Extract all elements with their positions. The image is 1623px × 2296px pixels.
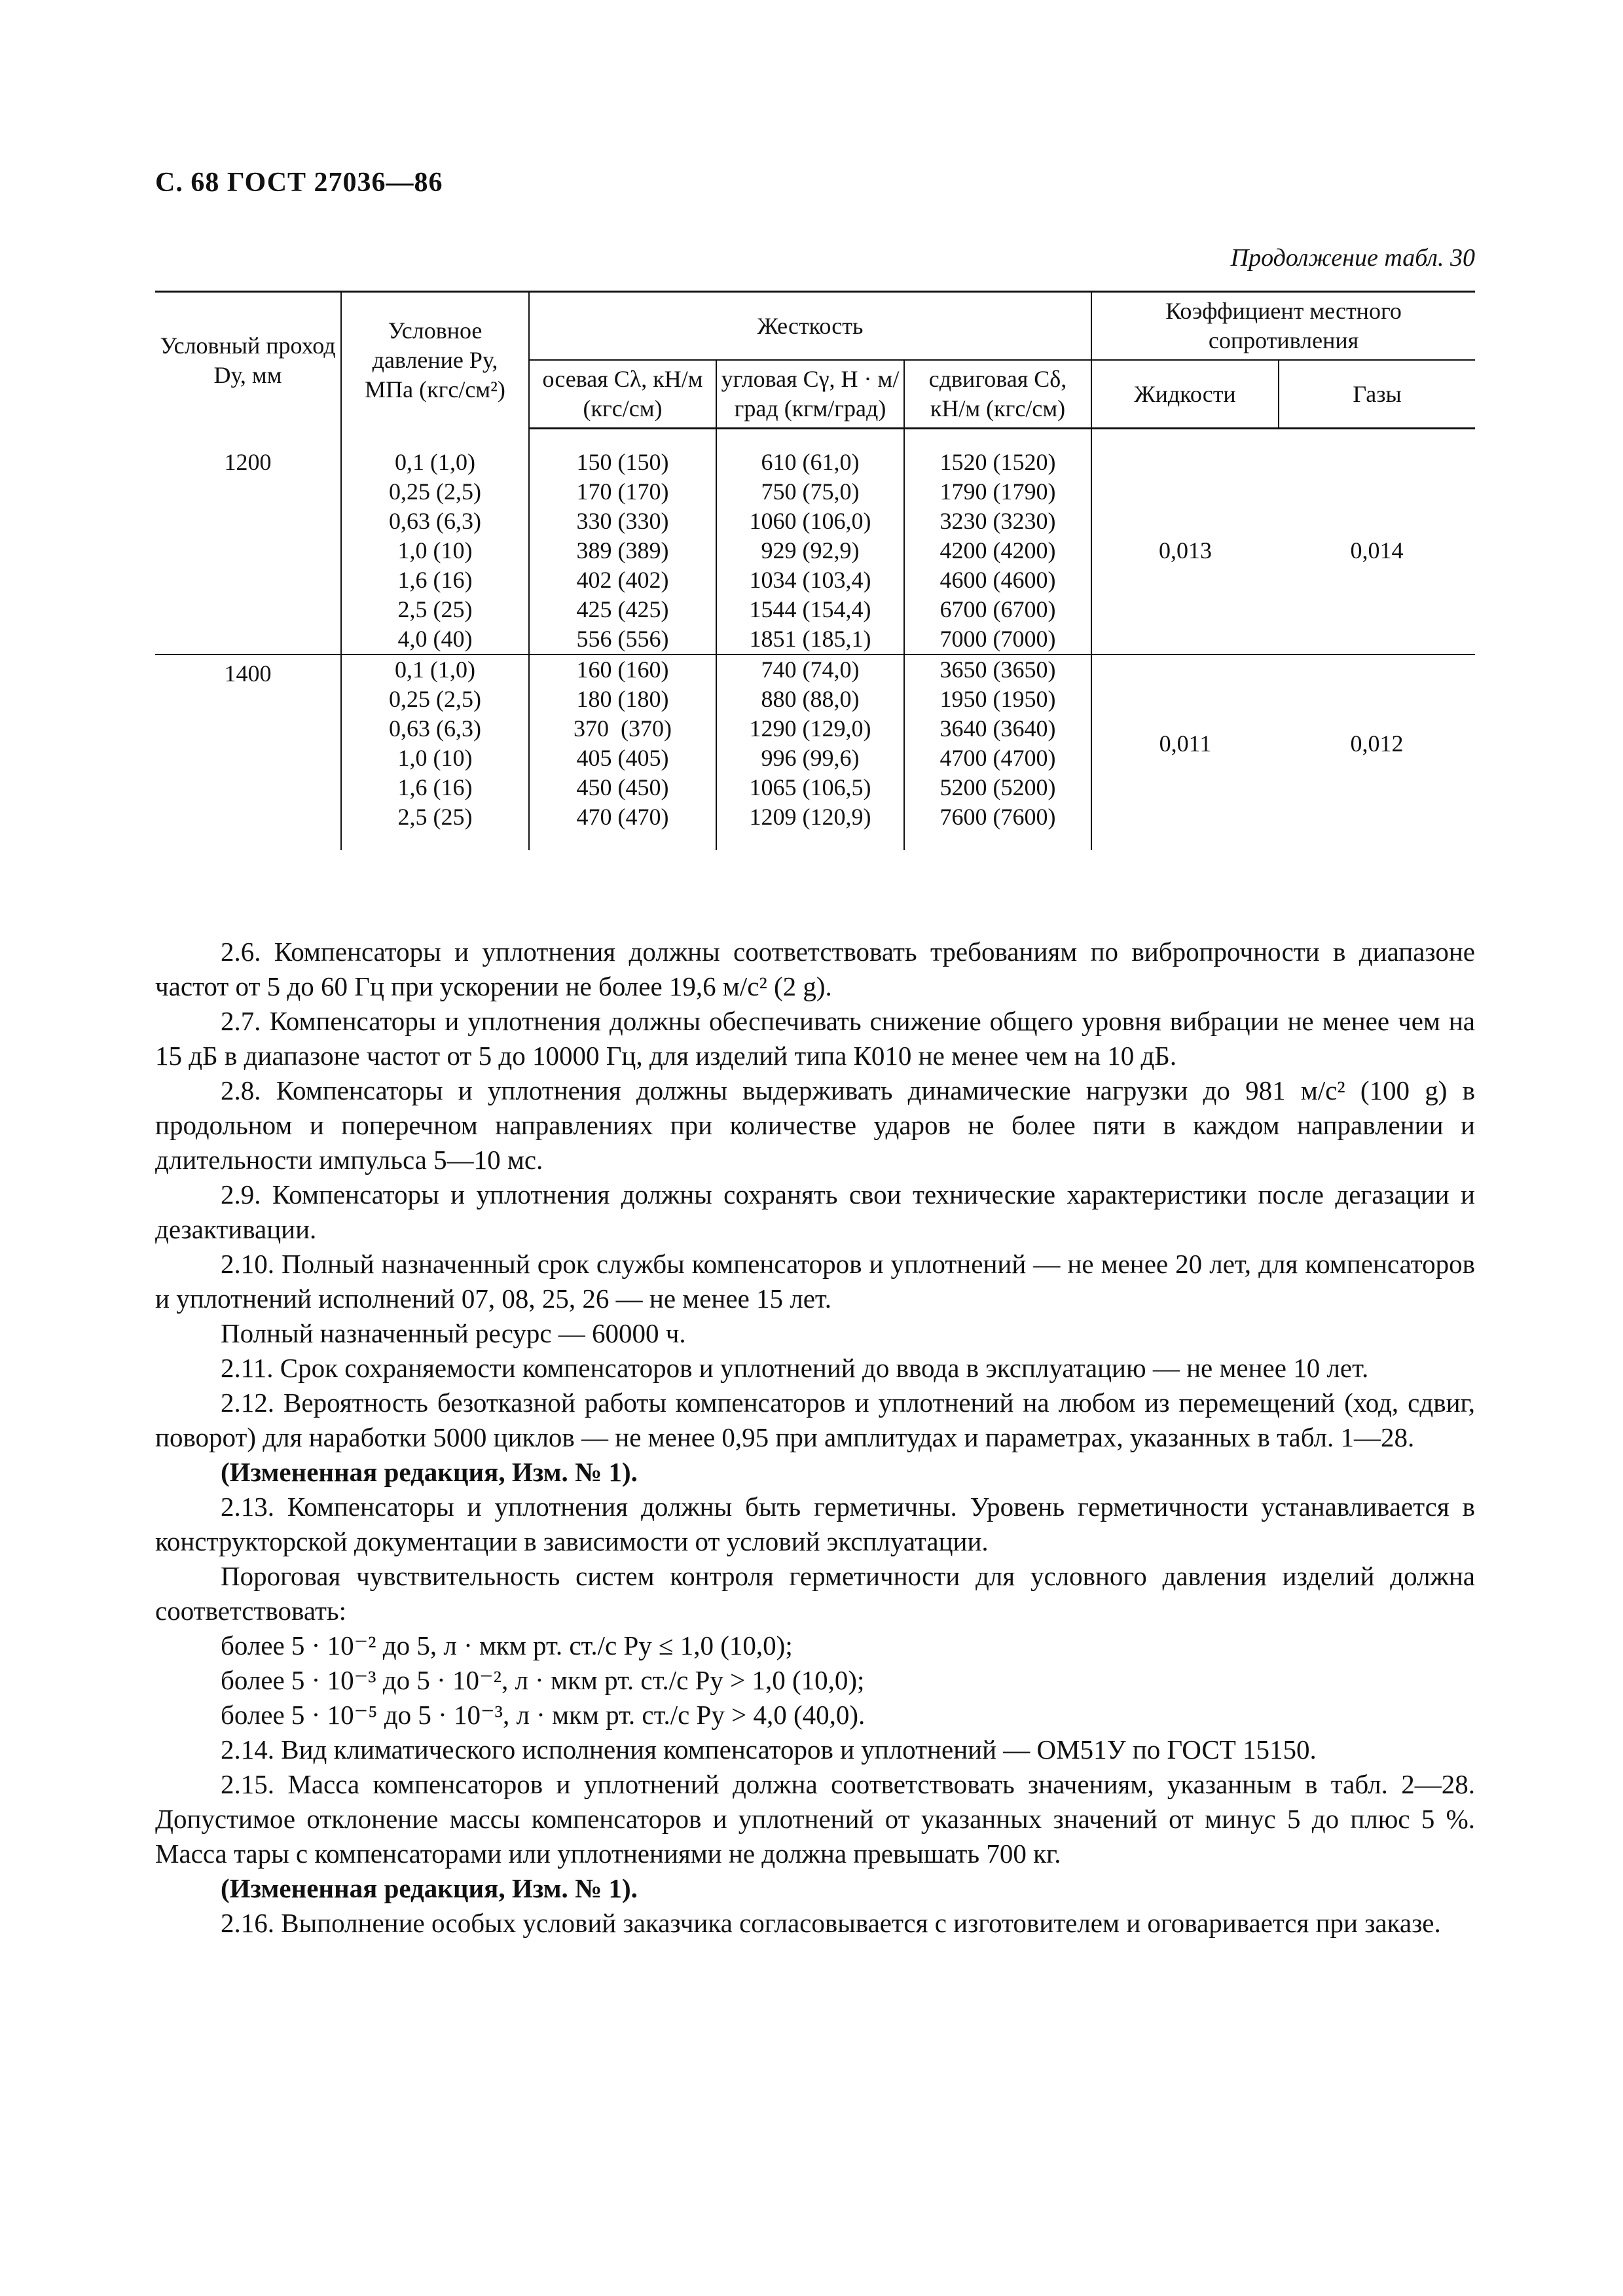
table-row: [155, 448, 1475, 655]
cell-pressure: [341, 448, 529, 655]
paragraph-2-8: 2.8. Компенсаторы и уплотнения должны выдерживать динамические нагрузки до 981 м/с² (100 g) в продольном и поперечном направлениях при количестве ударов не более пяти в каждом направлении и длительности импульса 5—10 мс.: [155, 1075, 1475, 1175]
cell-liquids: 0,011: [1091, 655, 1279, 832]
paragraph-2-15: 2.15. Масса компенсаторов и уплотнений должна соответствовать значениям, указанным в табл. 2—28. Допустимое отклонение массы компенсаторов и уплотнений от указанных значений от минус 5 до плюс 5 %. Масса тары с компенсаторами или уплотнениями не должна превышать 700 кг.: [155, 1769, 1475, 1869]
paragraph-2-16: 2.16. Выполнение особых условий заказчика согласовывается с изготовителем и оговаривается при заказе.: [221, 1908, 1441, 1938]
revision-note: (Измененная редакция, Изм. № 1).: [221, 1873, 638, 1903]
paragraph-2-12: 2.12. Вероятность безотказной работы компенсаторов и уплотнений на любом из перемещений (ход, сдвиг, поворот) для наработки 5000 циклов — не менее 0,95 при амплитудах и параметрах, указанных в табл. 1—28.: [155, 1388, 1475, 1452]
paragraph-2-11: 2.11. Срок сохраняемости компенсаторов и уплотнений до ввода в эксплуатацию — не менее 10 лет.: [221, 1353, 1369, 1383]
pressure-value: 4,0 (40): [397, 626, 473, 652]
axial-value: 402 (402): [576, 567, 669, 593]
axial-value: 150 (150): [576, 449, 669, 475]
shear-value: 4600 (4600): [939, 567, 1056, 593]
cell-shear: [904, 655, 1091, 832]
pressure-value: 2,5 (25): [397, 596, 473, 622]
header-dy: Условный проход Dу, мм: [155, 292, 341, 429]
header-axial: осевая Cλ, кН/м (кгс/см): [529, 360, 716, 429]
axial-value: 389 (389): [576, 537, 669, 564]
axial-value: 160 (160): [576, 656, 669, 683]
shear-value: 5200 (5200): [939, 774, 1056, 800]
paragraph-2-13: 2.13. Компенсаторы и уплотнения должны быть герметичны. Уровень герметичности устанавливается в конструкторской документации в зависимости от условий эксплуатации.: [155, 1492, 1475, 1556]
angular-value: 880 (88,0): [761, 686, 860, 712]
axial-value: 370 (370): [574, 715, 672, 742]
stiffness-table: [155, 291, 1475, 850]
shear-value: 1790 (1790): [939, 478, 1056, 505]
shear-value: 7000 (7000): [939, 626, 1056, 652]
cell-axial: [529, 655, 716, 832]
angular-value: 1065 (106,5): [749, 774, 871, 800]
threshold-line-2: более 5 · 10⁻³ до 5 · 10⁻², л · мкм рт. ст./с Pу > 1,0 (10,0);: [221, 1665, 865, 1695]
cell-gases: 0,014: [1350, 537, 1404, 564]
pressure-value: 1,6 (16): [397, 567, 473, 593]
pressure-value: 0,63 (6,3): [389, 715, 481, 742]
angular-value: 750 (75,0): [761, 478, 860, 505]
cell-gases: 0,012: [1279, 655, 1475, 832]
axial-value: 180 (180): [576, 686, 669, 712]
cell-axial: [529, 448, 716, 655]
header-shear: сдвиговая Cδ, кН/м (кгс/см): [904, 360, 1091, 429]
header-gases: Газы: [1279, 360, 1475, 429]
angular-value: 740 (74,0): [761, 656, 860, 683]
pressure-value: 0,25 (2,5): [389, 686, 481, 712]
shear-value: 4200 (4200): [939, 537, 1056, 564]
pressure-value: 1,0 (10): [397, 537, 473, 564]
pressure-value: 1,0 (10): [397, 745, 473, 771]
cell-angular: [716, 655, 904, 832]
pressure-value: 0,63 (6,3): [389, 508, 481, 534]
shear-value: 3640 (3640): [939, 715, 1056, 742]
cell-dy: 1200: [224, 449, 272, 475]
paragraph-2-10-resource: Полный назначенный ресурс — 60000 ч.: [221, 1318, 686, 1348]
axial-value: 450 (450): [576, 774, 669, 800]
axial-value: 330 (330): [576, 508, 669, 534]
table-row: [155, 655, 1475, 832]
shear-value: 7600 (7600): [939, 804, 1056, 830]
paragraph-2-6: 2.6. Компенсаторы и уплотнения должны соответствовать требованиям по вибропрочности в диапазоне частот от 5 до 60 Гц при ускорении не более 19,6 м/с² (2 g).: [155, 937, 1475, 1001]
page-header: С. 68 ГОСТ 27036—86: [155, 168, 443, 198]
header-stiffness: Жесткость: [529, 292, 1091, 361]
angular-value: 1851 (185,1): [749, 626, 871, 652]
axial-value: 470 (470): [576, 804, 669, 830]
revision-note: (Измененная редакция, Изм. № 1).: [221, 1457, 638, 1487]
cell-shear: [904, 448, 1091, 655]
shear-value: 1950 (1950): [939, 686, 1056, 712]
angular-value: 996 (99,6): [761, 745, 860, 771]
shear-value: 4700 (4700): [939, 745, 1056, 771]
threshold-line-3: более 5 · 10⁻⁵ до 5 · 10⁻³, л · мкм рт. ст./с Pу > 4,0 (40,0).: [221, 1700, 866, 1730]
pressure-value: 2,5 (25): [397, 804, 473, 830]
angular-value: 1290 (129,0): [749, 715, 871, 742]
paragraph-2-14: 2.14. Вид климатического исполнения компенсаторов и уплотнений — ОМ51У по ГОСТ 15150.: [221, 1734, 1317, 1765]
cell-dy: 1400: [155, 655, 341, 832]
shear-value: 1520 (1520): [939, 449, 1056, 475]
shear-value: 3650 (3650): [939, 656, 1056, 683]
threshold-line-1: более 5 · 10⁻² до 5, л · мкм рт. ст./с Pу ≤ 1,0 (10,0);: [221, 1630, 793, 1660]
header-angular: угловая Cγ, Н · м/град (кгм/град): [716, 360, 904, 429]
angular-value: 1034 (103,4): [749, 567, 871, 593]
axial-value: 425 (425): [576, 596, 669, 622]
shear-value: 3230 (3230): [939, 508, 1056, 534]
cell-pressure: [341, 655, 529, 832]
body-text: [155, 935, 1475, 1941]
cell-liquids: 0,013: [1091, 448, 1279, 655]
header-pressure: Условное давление Pу, МПа (кгс/см²): [341, 292, 529, 429]
header-liquids: Жидкости: [1091, 360, 1279, 429]
axial-value: 405 (405): [576, 745, 669, 771]
angular-value: 1544 (154,4): [749, 596, 871, 622]
pressure-value: 0,1 (1,0): [395, 656, 475, 683]
angular-value: 929 (92,9): [761, 537, 860, 564]
shear-value: 6700 (6700): [939, 596, 1056, 622]
table-caption: Продолжение табл. 30: [1230, 244, 1475, 272]
pressure-value: 1,6 (16): [397, 774, 473, 800]
paragraph-2-9: 2.9. Компенсаторы и уплотнения должны сохранять свои технические характеристики после дегазации и дезактивации.: [155, 1179, 1475, 1244]
cell-angular: [716, 448, 904, 655]
pressure-value: 0,25 (2,5): [389, 478, 481, 505]
axial-value: 556 (556): [576, 626, 669, 652]
header-coefficient: Коэффициент местного сопротивления: [1091, 292, 1475, 361]
angular-value: 1209 (120,9): [749, 804, 871, 830]
pressure-value: 0,1 (1,0): [395, 449, 475, 475]
paragraph-2-7: 2.7. Компенсаторы и уплотнения должны обеспечивать снижение общего уровня вибрации не менее чем на 15 дБ в диапазоне частот от 5 до 10000 Гц, для изделий типа К010 не менее чем на 10 дБ.: [155, 1006, 1475, 1071]
paragraph-2-10: 2.10. Полный назначенный срок службы компенсаторов и уплотнений — не менее 20 лет, для компенсаторов и уплотнений исполнений 07, 08, 25, 26 — не менее 15 лет.: [155, 1249, 1475, 1314]
axial-value: 170 (170): [576, 478, 669, 505]
paragraph-2-13-threshold: Пороговая чувствительность систем контроля герметичности для условного давления изделий должна соответствовать:: [155, 1561, 1475, 1626]
angular-value: 610 (61,0): [761, 449, 860, 475]
angular-value: 1060 (106,0): [749, 508, 871, 534]
